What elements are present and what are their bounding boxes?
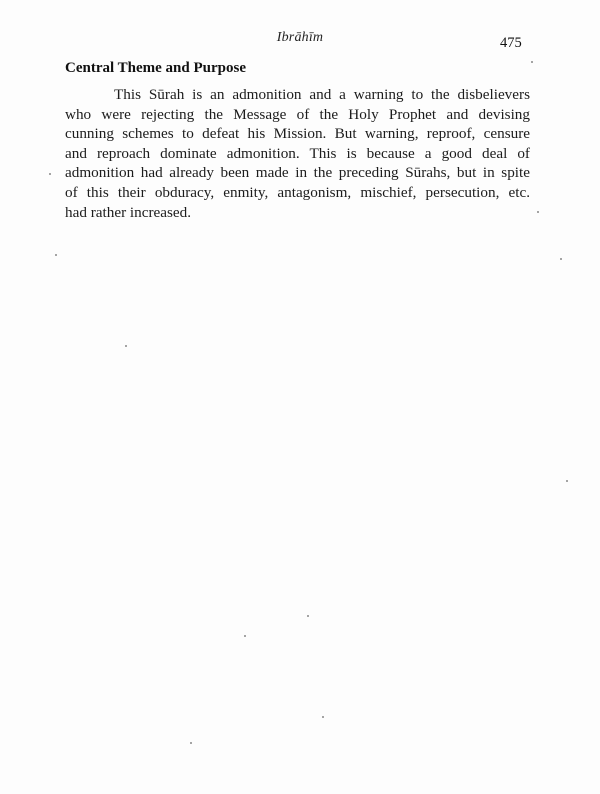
scan-speck — [49, 173, 51, 175]
paragraph-line: who were rejecting the Message of the Holy Prophet and devising — [65, 105, 530, 123]
body-paragraph — [65, 85, 530, 222]
scan-speck — [307, 615, 309, 617]
scan-speck — [55, 254, 57, 256]
scan-speck — [190, 742, 192, 744]
scan-speck — [244, 635, 246, 637]
section-heading: Central Theme and Purpose — [65, 60, 246, 76]
scan-speck — [566, 480, 568, 482]
scan-speck — [537, 211, 539, 213]
paragraph-line: This Sūrah is an admonition and a warning to the disbelievers — [114, 86, 530, 103]
paragraph-line: admonition had already been made in the preceding Sūrahs, but in spite — [65, 164, 530, 182]
paragraph-line: had rather increased. — [65, 203, 192, 221]
scan-speck — [125, 345, 127, 347]
paragraph-line: cunning schemes to defeat his Mission. But warning, reproof, censure — [65, 125, 530, 143]
page-number: 475 — [500, 35, 522, 51]
running-header-title: Ibrāhīm — [276, 30, 324, 45]
paragraph-line: of this their obduracy, enmity, antagonism, mischief, persecution, etc. — [65, 183, 530, 201]
scan-speck — [322, 716, 324, 718]
paragraph-line: and reproach dominate admonition. This is because a good deal of — [65, 144, 530, 162]
scan-speck — [531, 61, 533, 63]
scan-speck — [560, 258, 562, 260]
